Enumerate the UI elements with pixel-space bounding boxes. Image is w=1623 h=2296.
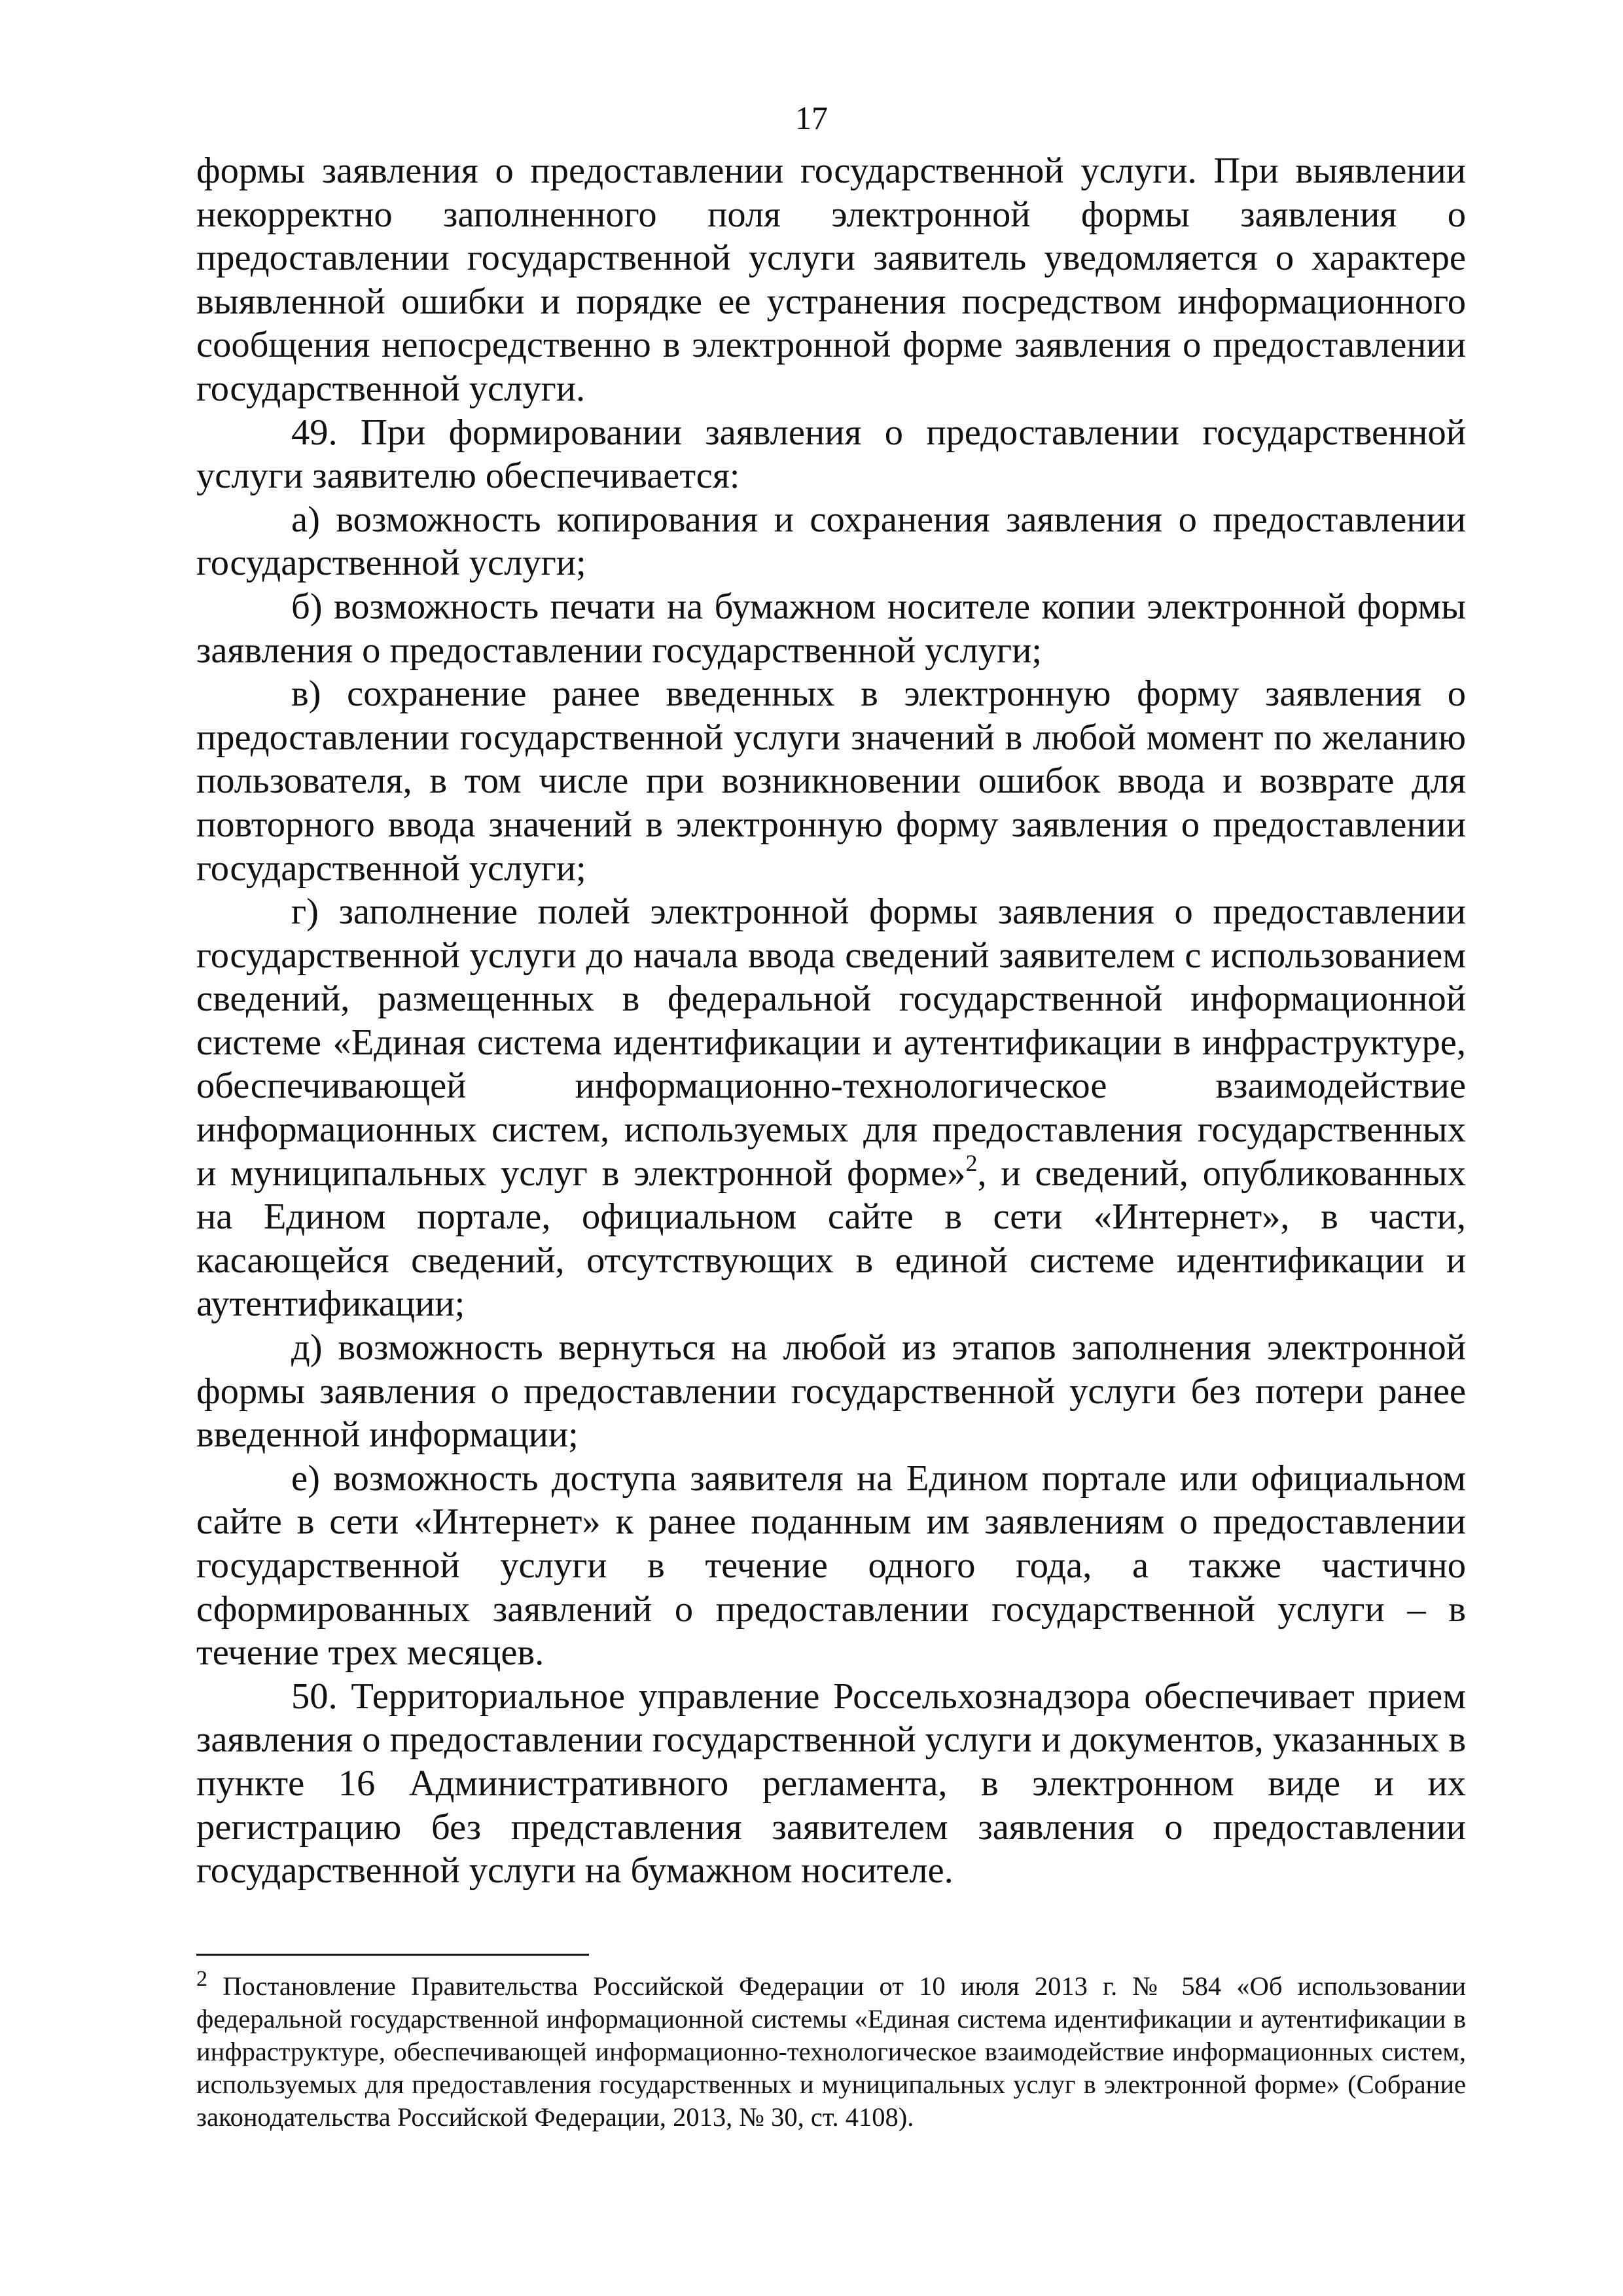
footnote-text: Постановление Правительства Российской Федерации от 10 июля 2013 г. № 584 «Об использовании федеральной государственной информационной системы «Единая система идентификации и аутентификации в инфраструктуре, обеспечивающей информационно-технологическое взаимодействие информационных систем, используемых для предоставления государственных и муниципальных услуг в электронной форме» (Собрание законодательства Российской Федерации, 2013, № 30, ст. 4108). xyxy=(196,1971,1466,2132)
footnote-divider xyxy=(196,1954,589,1956)
body-text xyxy=(196,149,1466,1893)
footnote xyxy=(196,1967,1466,2134)
list-item-v: в) сохранение ранее введенных в электронную форму заявления о предоставлении государственной услуги значений в любой момент по желанию пользователя, в том числе при возникновении ошибок ввода и возврате для повторного ввода значений в электронную форму заявления о предоставлении государственной услуги; xyxy=(196,673,1466,889)
paragraph-50: 50. Территориальное управление Россельхознадзора обеспечивает прием заявления о предоставлении государственной услуги и документов, указанных в пункте 16 Административного регламента, в электронном виде и их регистрацию без представления заявителем заявления о предоставлении государственной услуги на бумажном носителе. xyxy=(196,1676,1466,1892)
paragraph-49: 49. При формировании заявления о предоставлении государственной услуги заявителю обеспечивается: xyxy=(196,412,1466,497)
list-item-g-tail: , и сведений, опубликованных на Едином портале, официальном сайте в сети «Интернет», в части, касающейся сведений, отсутствующих в единой системе идентификации и аутентификации; xyxy=(196,1153,1466,1325)
list-item-g-text: г) заполнение полей электронной формы заявления о предоставлении государственной услуги до начала ввода сведений заявителем с использованием сведений, размещенных в федеральной государственной информационной системе «Единая система идентификации и аутентификации в инфраструктуре, обеспечивающей информационно-технологическое взаимодействие информационных систем, используемых для предоставления государственных и муниципальных услуг в электронной форме» xyxy=(196,891,1466,1194)
footnote-marker: 2 xyxy=(196,1967,207,1991)
list-item-b: б) возможность печати на бумажном носителе копии электронной формы заявления о предоставлении государственной услуги; xyxy=(196,586,1466,671)
page-number: 17 xyxy=(795,99,828,136)
list-item-a: а) возможность копирования и сохранения заявления о предоставлении государственной услуги; xyxy=(196,499,1466,584)
paragraph-continuation: формы заявления о предоставлении государственной услуги. При выявлении некорректно заполненного поля электронной формы заявления о предоставлении государственной услуги заявитель уведомляется о характере выявленной ошибки и порядке ее устранения посредством информационного сообщения непосредственно в электронной форме заявления о предоставлении государственной услуги. xyxy=(196,151,1466,409)
list-item-d: д) возможность вернуться на любой из этапов заполнения электронной формы заявления о предоставлении государственной услуги без потери ранее введенной информации; xyxy=(196,1327,1466,1456)
list-item-g xyxy=(196,890,1466,1326)
footnote-reference[interactable]: 2 xyxy=(965,1149,978,1176)
list-item-e: е) возможность доступа заявителя на Едином портале или официальном сайте в сети «Интернет» к ранее поданным им заявлениям о предоставлении государственной услуги в течение одного года, а также частично сформированных заявлений о предоставлении государственной услуги – в течение трех месяцев. xyxy=(196,1458,1466,1674)
